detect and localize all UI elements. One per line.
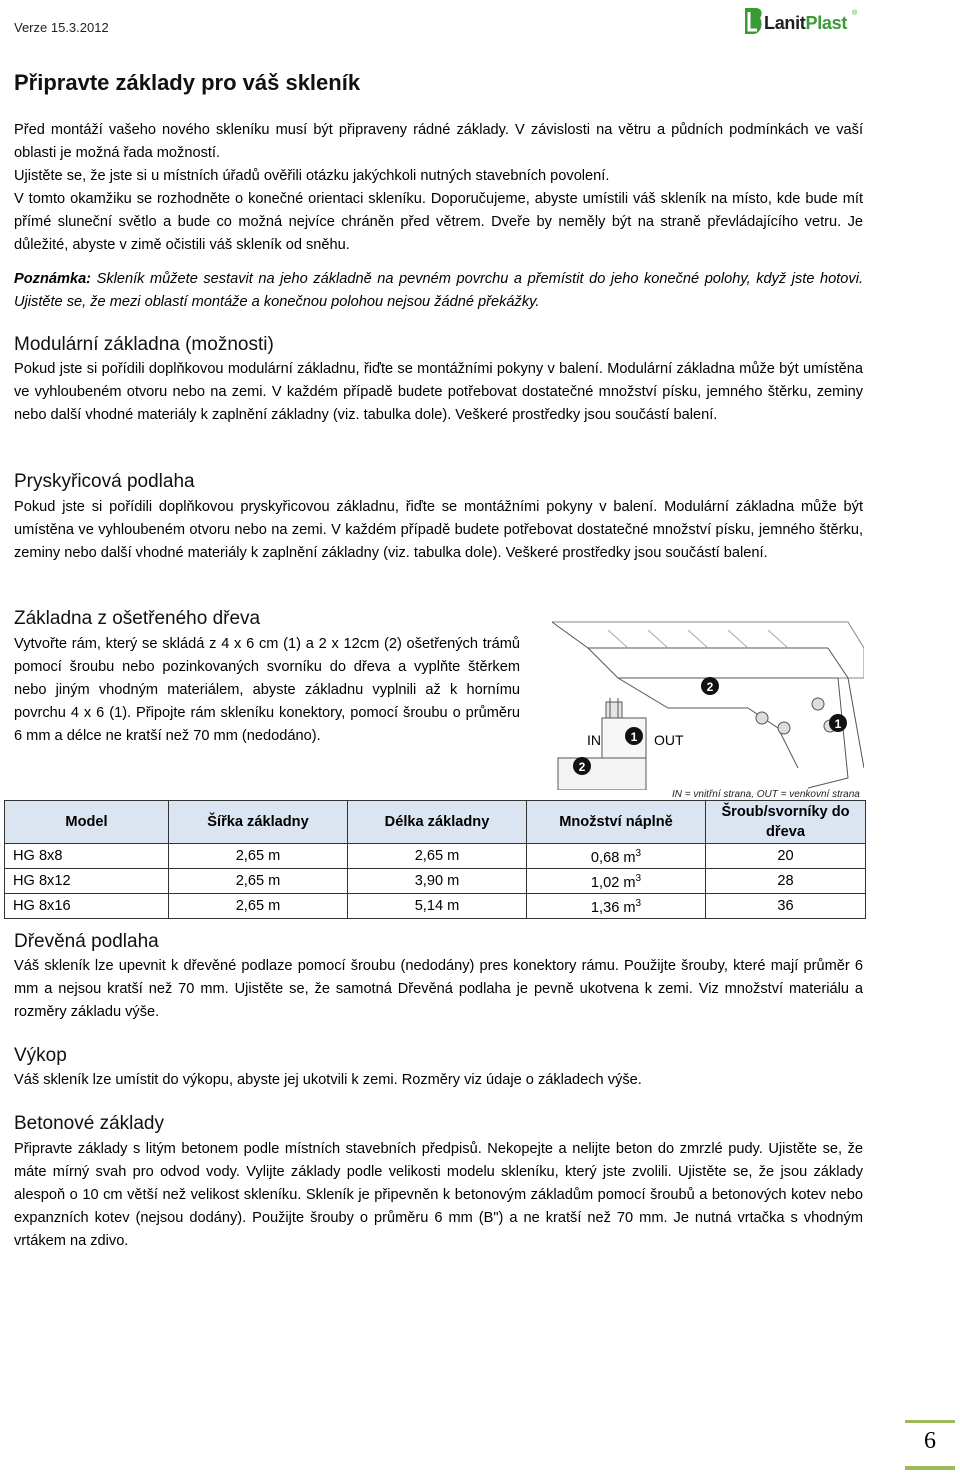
table-row: [5, 844, 866, 869]
cell-length: 3,90 m: [348, 868, 527, 893]
cell-model: HG 8x12: [5, 868, 169, 893]
svg-text:1: 1: [834, 717, 842, 731]
cell-fill: 1,36 $m^3$: [527, 893, 706, 918]
leaf-logo-icon: [742, 6, 764, 36]
cell-width: 2,65 m: [169, 844, 348, 869]
cell-length: 2,65 m: [348, 844, 527, 869]
table-row: [5, 893, 866, 918]
col-header-length: Délka základny: [348, 801, 527, 844]
svg-text:1: 1: [630, 730, 638, 744]
figure-label-in: IN: [587, 732, 601, 748]
marker-2b-icon: [701, 677, 719, 695]
cell-length: 5,14 m: [348, 893, 527, 918]
section-text-wooden-floor: Váš skleník lze upevnit k dřevěné podlaze pomocí šroubu (nedodány) pres konektory rámu. Použijte šrouby, které mají průměr 6 mm a nejsou kratší než 70 mm. Ujistěte se, že samotná Dřevěná podlaha je pevně ukotvena k zemi. Viz množství materiálu a rozměry základu výše.: [14, 958, 863, 1020]
marker-1b-icon: [829, 714, 847, 732]
section-text-concrete: Připravte základy s litým betonem podle místních stavebních předpisů. Nekopejte a nelijte beton do zmrzlé pudy. Ujistěte se, že máte mírný svah pro odvod vody. Vylijte základy podle velikosti modelu skleníku, který jste zvolili. Ujistěte se, že jsou základy alespoň o 10 cm větší než velikost skleníku. Skleník je připevněn k betonovým základům pomocí šroubů a betonových kotev nebo expanzních kotev (nejsou dodány). Použijte šrouby o průměru 6 mm (B") a ne kratší než 70 mm. Je nutná vrtačka s vhodným vrtákem na zdivo.: [14, 1141, 863, 1249]
cell-model: HG 8x8: [5, 844, 169, 869]
wood-frame-diagram: [548, 618, 864, 790]
section-text-treated-wood: Vytvořte rám, který se skládá z 4 x 6 cm (1) a 2 x 12cm (2) ošetřených trámů pomocí šroubu nebo pozinkovaných svorníku do dřeva a vyplňte štěrkem nebo jiným vhodným materiálem, abyste základnu vyplnili až k hornímu povrchu 4 x 6 (1). Připojte rám skleníku konektory, pomocí šroubu o průměru 6 mm a délce ne kratší než 70 mm (nedodáno).: [14, 636, 520, 744]
section-heading-resin: Pryskyřicová podlaha: [14, 471, 195, 492]
section-heading-wooden-floor: Dřevěná podlaha: [14, 931, 159, 952]
section-text-pit: Váš skleník lze umístit do výkopu, abyste jej ukotvili k zemi. Rozměry viz údaje o základech výše.: [14, 1072, 642, 1088]
intro-paragraph-3: V tomto okamžiku se rozhodněte o konečné orientaci skleníku. Doporučujeme, abyste umístili váš skleník na místo, kde bude mít přímé sluneční světlo a bude co možná nejvíce chráněn před větrem. Dveře by neměly být na straně převládajícího vetru. Je důležité, abyste v zimě očistili váš skleník od sněhu.: [14, 191, 863, 253]
page-number: 6: [924, 1428, 936, 1454]
logo-wordmark: LanitPlast: [764, 13, 848, 33]
note-text: Skleník můžete sestavit na jeho základně na pevném povrchu a přemístit do jeho konečné polohy, když jste hotovi. Ujistěte se, že mezi oblastí montáže a konečnou polohou nejsou žádné překážky.: [14, 271, 863, 310]
intro-text: [14, 119, 863, 257]
cell-bolts: 28: [706, 868, 866, 893]
intro-note: [14, 268, 863, 314]
svg-text:2: 2: [706, 680, 714, 694]
cell-model: HG 8x16: [5, 893, 169, 918]
intro-paragraph-1: Před montáží vašeho nového skleníku musí být připraveny rádné základy. V závislosti na větru a půdních podmínkách ve vaší oblasti je možná řada možností.: [14, 122, 863, 161]
figure-label-out: OUT: [654, 732, 684, 748]
base-spec-table: [4, 800, 866, 919]
col-header-fill: Množství náplně: [527, 801, 706, 844]
table-header-row: [5, 801, 866, 844]
section-heading-modular: Modulární základna (možnosti): [14, 334, 274, 355]
figure-caption: IN = vnitřní strana, OUT = venkovní strana: [672, 789, 860, 800]
version-label: Verze 15.3.2012: [14, 20, 109, 35]
intro-paragraph-2: Ujistěte se, že jste si u místních úřadů ověřili otázku jakýchkoli nutných stavebních povolení.: [14, 168, 610, 184]
section-heading-concrete: Betonové základy: [14, 1113, 164, 1134]
cell-fill: 0,68 $m^3$: [527, 844, 706, 869]
marker-1-icon: [625, 727, 643, 745]
cell-fill: 1,02 $m^3$: [527, 868, 706, 893]
company-logo: [740, 4, 862, 38]
page-number-box: [905, 1420, 955, 1470]
note-label: Poznámka:: [14, 271, 92, 287]
cell-bolts: 20: [706, 844, 866, 869]
table-row: [5, 868, 866, 893]
section-heading-pit: Výkop: [14, 1045, 67, 1066]
section-heading-treated-wood: Základna z ošetřeného dřeva: [14, 608, 261, 629]
cell-width: 2,65 m: [169, 868, 348, 893]
section-text-modular: Pokud jste si pořídili doplňkovou modulární základnu, řiďte se montážními pokyny v balení. Modulární základna může být umístěna ve vyhloubeném otvoru nebo na zemi. V každém případě budete potřebovat dostatečné množství písku, jemného štěrku, zeminy nebo další vhodné materiály k zaplnění základny (viz. tabulka dole). Veškeré prostředky jsou součástí balení.: [14, 361, 863, 423]
section-text-resin: Pokud jste si pořídili doplňkovou pryskyřicovou základnu, řiďte se montážními pokyny v balení. Modulární základna může být umístěna ve vyhloubeném otvoru nebo na zemi. V každém případě budete potřebovat dostatečné množství písku, jemného štěrku, zeminy nebo další vhodné materiály k zaplnění základny (viz. tabulka dole). Veškeré prostředky jsou součástí balení.: [14, 499, 863, 561]
col-header-width: Šířka základny: [169, 801, 348, 844]
page-title: Připravte základy pro váš skleník: [14, 70, 361, 95]
cell-width: 2,65 m: [169, 893, 348, 918]
registered-mark: ®: [852, 10, 858, 17]
col-header-bolts: Šroub/svorníky do dřeva: [706, 801, 866, 844]
svg-text:2: 2: [578, 760, 586, 774]
col-header-model: Model: [5, 801, 169, 844]
cell-bolts: 36: [706, 893, 866, 918]
marker-2-icon: [573, 757, 591, 775]
